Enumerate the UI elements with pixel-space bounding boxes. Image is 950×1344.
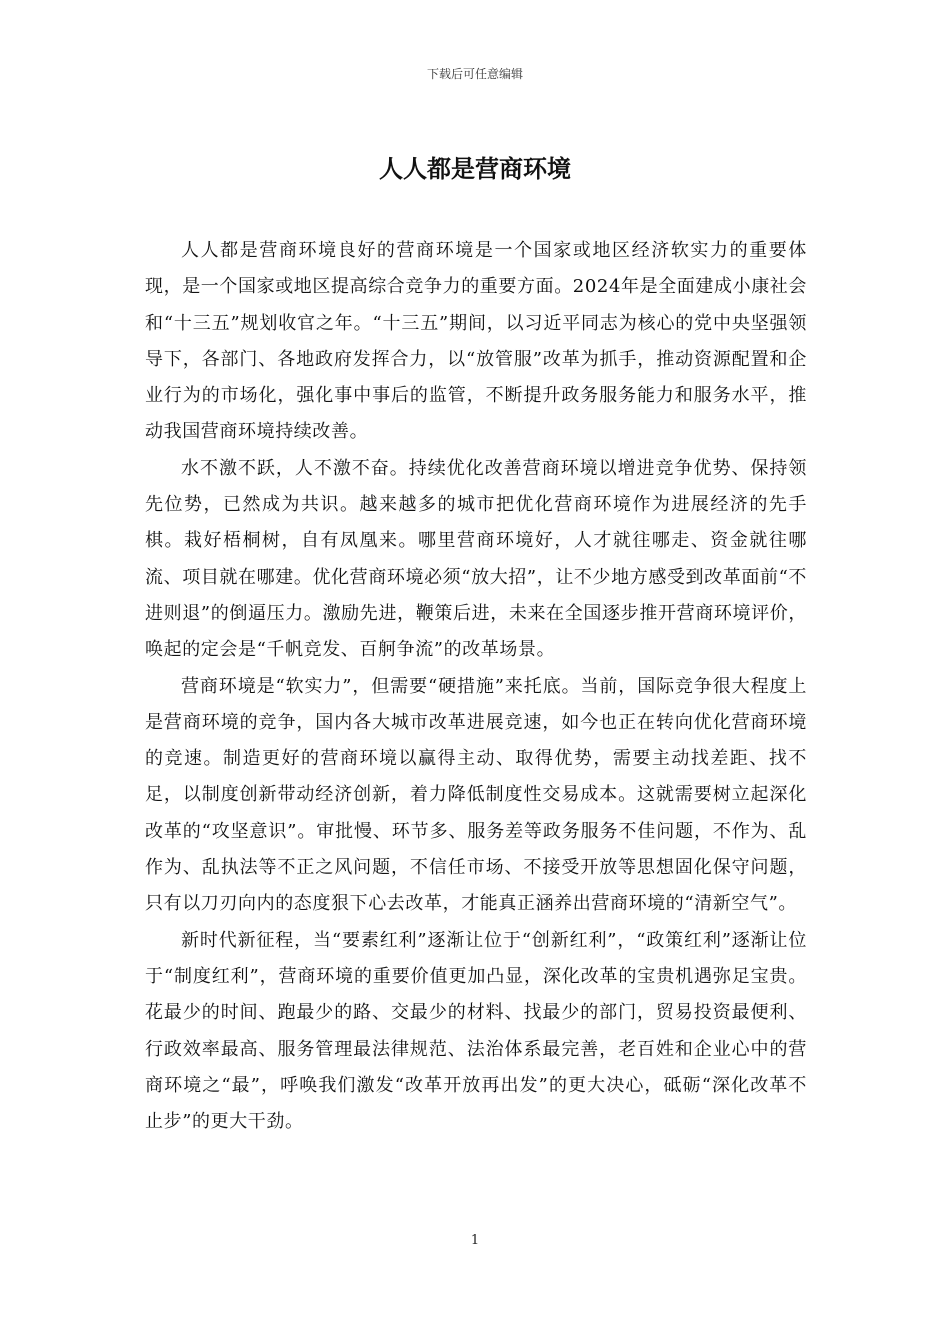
- body-paragraph-1: 人人都是营商环境良好的营商环境是一个国家或地区经济软实力的重要体现，是一个国家或地区提高综合竞争力的重要方面。2024年是全面建成小康社会和“十三五”规划收官之年。“十三五”期间，以习近平同志为核心的党中央坚强领导下，各部门、各地政府发挥合力，以“放管服”改革为抓手，推动资源配置和企业行为的市场化，强化事中事后的监管，不断提升政务服务能力和服务水平，推动我国营商环境持续改善。: [145, 240, 808, 443]
- body-paragraph-4: 新时代新征程，当“要素红利”逐渐让位于“创新红利”，“政策红利”逐渐让位于“制度红利”，营商环境的重要价值更加凸显，深化改革的宝贵机遇弥足宝贵。花最少的时间、跑最少的路、交最少的材料、找最少的部门，贸易投资最便利、行政效率最高、服务管理最法律规范、法治体系最完善，老百姓和企业心中的营商环境之“最”，呼唤我们激发“改革开放再出发”的更大决心，砥砺“深化改革不止步”的更大干劲。: [145, 929, 807, 1133]
- page-header-note: 下载后可任意编辑: [426, 67, 523, 81]
- body-paragraph-2: 水不激不跃，人不激不奋。持续优化改善营商环境以增进竞争优势、保持领先位势，已然成为共识。越来越多的城市把优化营商环境作为进展经济的先手棋。栽好梧桐树，自有凤凰来。哪里营商环境好，人才就往哪走、资金就往哪流、项目就在哪建。优化营商环境必须“放大招”，让不少地方感受到改革面前“不进则退”的倒逼压力。激励先进，鞭策后进，未来在全国逐步推开营商环境评价，唤起的定会是“千帆竞发、百舸争流”的改革场景。: [145, 457, 807, 661]
- document-title: 人人都是营商环境: [379, 154, 571, 183]
- document-body: [145, 233, 807, 1140]
- page-number: 1: [470, 1233, 480, 1248]
- body-paragraph-3: 营商环境是“软实力”，但需要“硬措施”来托底。当前，国际竞争很大程度上是营商环境的竞争，国内各大城市改革进展竞速，如今也正在转向优化营商环境的竞速。制造更好的营商环境以赢得主动、取得优势，需要主动找差距、找不足，以制度创新带动经济创新，着力降低制度性交易成本。这就需要树立起深化改革的“攻坚意识”。审批慢、环节多、服务差等政务服务不佳问题，不作为、乱作为、乱执法等不正之风问题，不信任市场、不接受开放等思想固化保守问题，只有以刀刃向内的态度狠下心去改革，才能真正涵养出营商环境的“清新空气”。: [145, 675, 807, 915]
